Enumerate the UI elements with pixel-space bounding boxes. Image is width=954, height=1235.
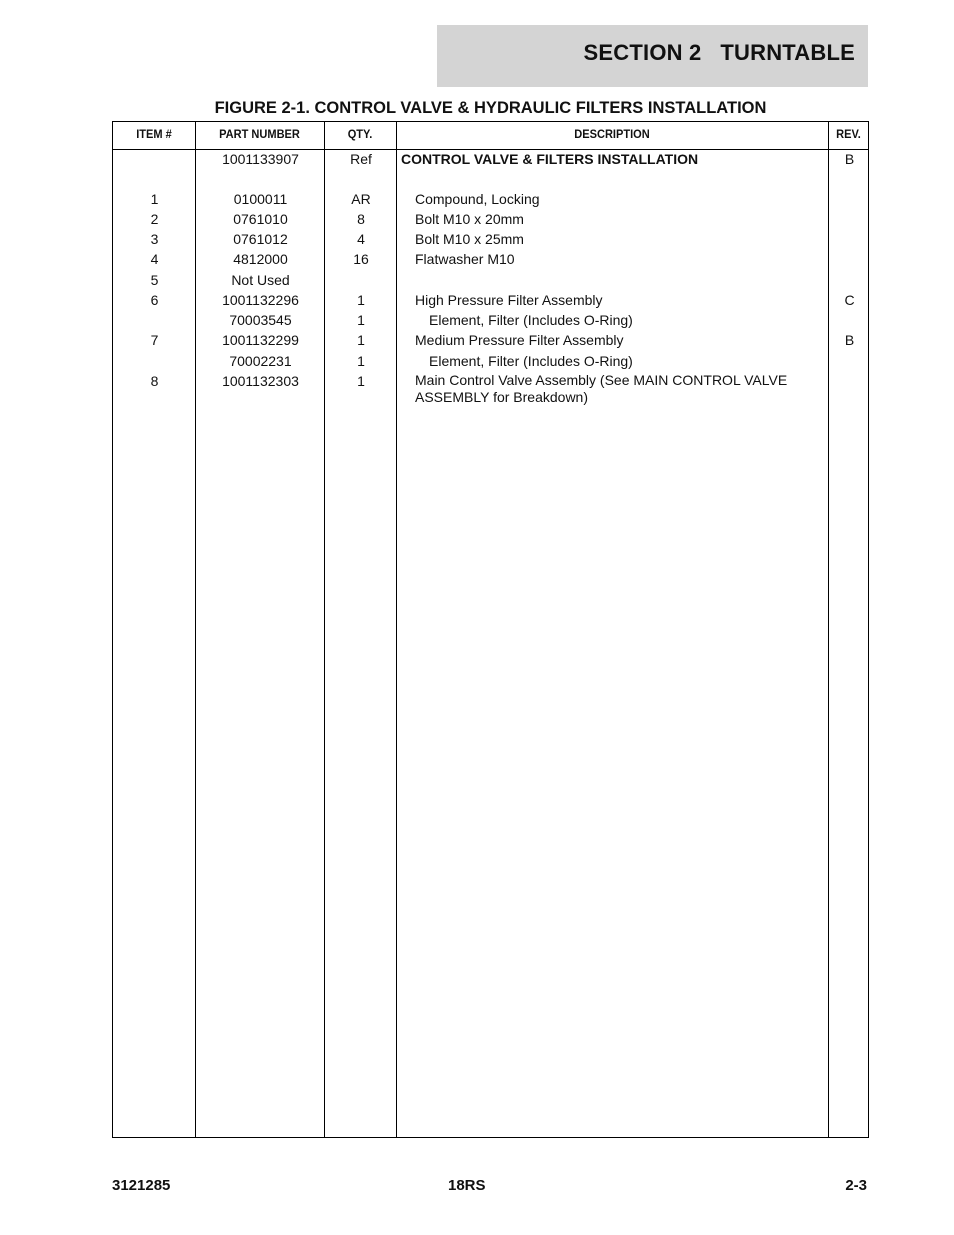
description: Bolt M10 x 25mm [415,231,524,247]
table-row [113,352,868,372]
description: Main Control Valve Assembly (See MAIN CONTROL VALVE ASSEMBLY for Breakdown) [415,372,788,405]
footer-page-number: 2-3 [845,1177,867,1194]
part-number: 0761012 [233,231,288,247]
quantity: 1 [357,353,365,369]
table-row [113,372,868,412]
quantity: 1 [357,332,365,348]
part-number: 1001132303 [222,373,299,389]
revision: B [844,332,855,348]
item-number: 6 [150,292,159,308]
description: Compound, Locking [415,191,540,207]
revision: B [844,151,855,167]
header-item: ITEM # [136,127,172,141]
description: Flatwasher M10 [415,251,515,267]
description: CONTROL VALVE & FILTERS INSTALLATION [401,151,699,167]
table-row [113,271,868,291]
quantity: Ref [350,151,372,167]
figure-title: FIGURE 2-1. CONTROL VALVE & HYDRAULIC FILTERS INSTALLATION [214,99,767,117]
parts-table [112,121,869,1138]
part-number: Not Used [231,272,290,288]
item-number: 4 [150,251,159,267]
description: Element, Filter (Includes O-Ring) [429,353,633,369]
description: Element, Filter (Includes O-Ring) [429,312,633,328]
quantity: 1 [357,312,365,328]
part-number: 1001132296 [222,292,299,308]
part-number: 70002231 [229,353,292,369]
quantity: 4 [357,231,365,247]
header-part-number: PART NUMBER [219,127,300,141]
description: Bolt M10 x 20mm [415,211,524,227]
item-number: 5 [150,272,159,288]
item-number: 8 [150,373,159,389]
item-number: 2 [150,211,159,227]
part-number: 0761010 [233,211,288,227]
header-rev: REV. [836,127,861,141]
description: Medium Pressure Filter Assembly [415,332,624,348]
table-row [113,150,868,170]
part-number: 1001133907 [222,151,299,167]
quantity: 8 [357,211,365,227]
footer-model: 18RS [448,1177,486,1194]
table-row [113,291,868,311]
header-description: DESCRIPTION [574,127,650,141]
table-row [113,250,868,270]
part-number: 4812000 [233,251,288,267]
quantity: 1 [357,292,365,308]
description: High Pressure Filter Assembly [415,292,603,308]
item-number: 1 [150,191,159,207]
part-number: 70003545 [229,312,292,328]
part-number: 1001132299 [222,332,299,348]
part-number: 0100011 [233,191,288,207]
item-number: 3 [150,231,159,247]
section-title: SECTION 2 TURNTABLE [583,40,855,65]
table-row [113,210,868,230]
table-row [113,311,868,331]
quantity: 1 [357,373,365,389]
quantity: AR [351,191,371,207]
table-row [113,230,868,250]
table-row [113,331,868,351]
table-row [113,190,868,210]
revision: C [844,292,855,308]
item-number: 7 [150,332,159,348]
header-qty: QTY. [347,127,373,141]
footer-document-number: 3121285 [112,1177,171,1194]
quantity: 16 [353,251,369,267]
section-header [437,25,868,87]
